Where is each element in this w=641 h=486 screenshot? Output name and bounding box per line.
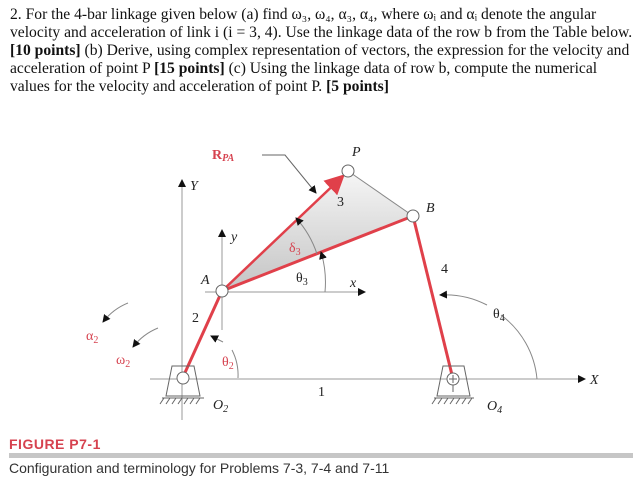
- figure-caption: Configuration and terminology for Problems 7-3, 7-4 and 7-11: [9, 460, 390, 476]
- alpha2-arrow: [103, 303, 128, 322]
- label-a: A: [201, 273, 210, 288]
- part-c-points: [5 points]: [326, 78, 389, 95]
- fourbar-linkage-diagram: [0, 130, 641, 430]
- label-o2: $O_2$: [213, 398, 229, 415]
- omega2-arrow: [133, 328, 158, 347]
- problem-number: 2.: [10, 6, 22, 23]
- label-link-1: 1: [318, 385, 325, 400]
- label-global-x: X: [590, 373, 599, 388]
- label-local-x: x: [350, 276, 357, 291]
- label-theta4: $\theta_4$: [493, 307, 505, 324]
- label-link-4: 4: [441, 262, 448, 277]
- figure-divider: [9, 453, 633, 458]
- theta4-arc: [501, 315, 537, 379]
- joint-p: [342, 165, 354, 177]
- problem-part-c: (c) Using the linkage data of row b, compute the numerical values for the velocity and acceleration of point P.: [10, 60, 598, 95]
- label-link-3: 3: [337, 195, 344, 210]
- label-rpa: RPA: [212, 148, 235, 164]
- rpa-leader: [262, 155, 316, 193]
- label-p: P: [352, 145, 361, 160]
- coupler-link-3: [222, 171, 413, 291]
- joint-b: [407, 210, 419, 222]
- ground-pivot-o4: [432, 366, 474, 404]
- joint-a: [216, 285, 228, 297]
- figure-title: FIGURE P7-1: [9, 436, 101, 452]
- label-local-y: y: [231, 230, 238, 245]
- problem-statement: [10, 6, 635, 96]
- part-a-points: [10 points]: [10, 42, 81, 59]
- label-global-y: Y: [190, 179, 198, 194]
- part-b-points: [15 points]: [154, 60, 225, 77]
- label-omega2: $\omega_2$: [116, 353, 131, 370]
- label-link-2: 2: [192, 311, 199, 326]
- label-alpha2: $\alpha_2$: [86, 329, 99, 346]
- label-theta2: $\theta_2$: [222, 355, 234, 372]
- label-theta3: $\theta_3$: [296, 271, 308, 288]
- problem-part-b: (b) Derive, using complex representation of vectors, the expression for the velocity and acceleration of point P: [10, 42, 630, 77]
- problem-part-a: For the 4-bar linkage given below (a) find ω₃, ω₄, α₃, α₄, where ωᵢ and αᵢ denote the angular velocity and acceleration of link i (i = 3, 4). Use the linkage data of the row b from the Table below.: [10, 6, 633, 41]
- link-4: [413, 216, 453, 379]
- label-b: B: [426, 201, 435, 216]
- theta3-arc: [321, 252, 325, 292]
- label-o4: $O_4$: [487, 399, 503, 416]
- link-2: [183, 291, 222, 377]
- label-delta3: $\delta_3$: [289, 241, 301, 258]
